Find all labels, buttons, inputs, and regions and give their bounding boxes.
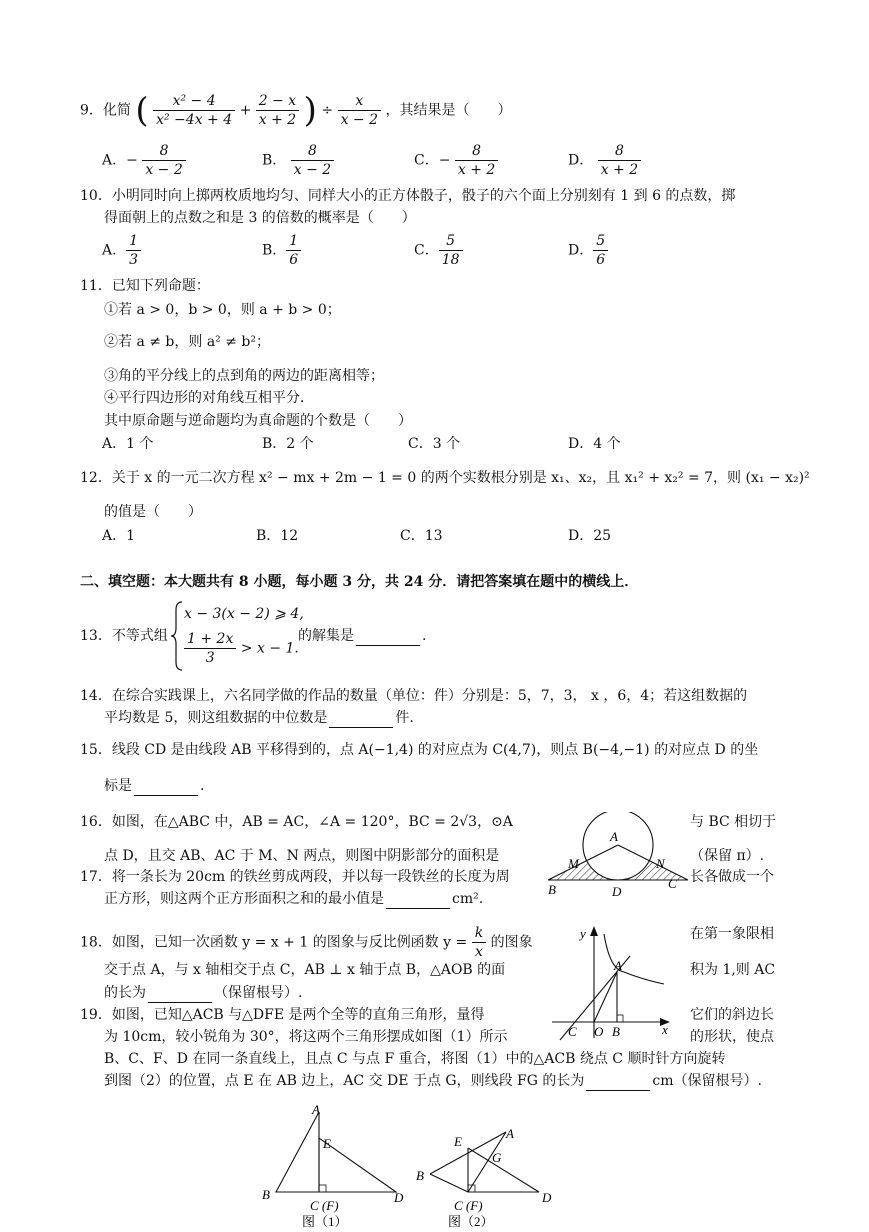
- q12-line-2: 的值是（ ）: [104, 504, 202, 520]
- axis-x-label: x: [662, 1022, 668, 1037]
- q18-answer-blank[interactable]: [148, 988, 212, 1003]
- label-m: M: [568, 856, 579, 871]
- q11-line-1: 11．已知下列命题：: [80, 278, 210, 294]
- figure-q19-2: [414, 1102, 564, 1232]
- q15-answer-blank[interactable]: [134, 781, 198, 796]
- label-d: D: [542, 1190, 552, 1205]
- q10-line-2: 得面朝上的点数之和是 3 的倍数的概率是（ ）: [104, 210, 416, 226]
- q11-proposition-3: ③角的平分线上的点到角的两边的距离相等；: [104, 368, 384, 384]
- q13-label: 13．不等式组: [80, 628, 168, 644]
- q19-answer-blank[interactable]: [586, 1076, 650, 1091]
- q9-text: 化简: [102, 102, 131, 119]
- q19-line-2a: 为 10cm，较小锐角为 30°，将这两个三角形摆成如图（1）所示: [104, 1029, 508, 1045]
- q19-line-4: 到图（2）的位置，点 E 在 AB 边上，AC 交 DE 于点 G，则线段 FG 的长为 cm（保留根号）.: [104, 1073, 762, 1089]
- q10-option-d: D． $\frac{5}{6}$: [568, 232, 608, 269]
- q17-line-2: 正方形，则这两个正方形面积之和的最小值是 cm².: [104, 891, 484, 907]
- q14-line-2: 平均数是 5，则这组数据的中位数是 件.: [104, 710, 414, 726]
- q19-line-3: B、C、F、D 在同一条直线上，且点 C 与点 F 重合，将图（1）中的△ACB 绕点 C 顺时针方向旋转: [104, 1051, 726, 1067]
- right-paren: ): [303, 90, 317, 131]
- q11-proposition-2: ②若 a ≠ b，则 a² ≠ b²；: [104, 334, 271, 350]
- q12-option-c: C．13: [400, 528, 443, 544]
- q13-inequality-1: x − 3(x − 2) ⩾ 4,: [184, 606, 304, 622]
- q11-option-b: B．2 个: [262, 436, 314, 452]
- q16-line-1a: 16．如图，在△ABC 中，AB = AC，∠A = 120°，BC = 2√3，⊙A: [80, 814, 513, 830]
- q12-option-b: B．12: [256, 528, 299, 544]
- point-a-label: A: [614, 958, 622, 973]
- q10-line-1: 10．小明同时向上掷两枚质地均匀、同样大小的正方体骰子，骰子的六个面上分别刻有 1 到 6 的点数，掷: [80, 188, 736, 204]
- origin-label: O: [594, 1024, 604, 1039]
- q13-answer: 的解集是 .: [298, 628, 427, 644]
- label-a: A: [312, 1102, 320, 1117]
- plus-sign: +: [239, 102, 252, 119]
- q12-option-d: D．25: [568, 528, 612, 544]
- q18-line-1c: 在第一象限相: [690, 926, 774, 942]
- q17-line-1b: 长各做成一个: [690, 869, 774, 885]
- label-a: A: [610, 829, 618, 844]
- fraction-k-over-x: $\frac{k}{x}$: [472, 924, 486, 961]
- label-b: B: [416, 1168, 424, 1183]
- q18-line-1: 18．如图，已知一次函数 y = x + 1 的图象与反比例函数 y = $\frac{k}{x}$ 的图象: [80, 925, 533, 960]
- q19-line-1b: 它们的斜边长: [690, 1007, 774, 1023]
- label-d: D: [394, 1190, 404, 1205]
- q14-line-1: 14．在综合实践课上，六名同学做的作品的数量（单位：件）分别是：5，7，3， x ，6，4；若这组数据的: [80, 688, 748, 704]
- label-c-f: C (F): [454, 1198, 483, 1213]
- figure-q19-1: [256, 1102, 416, 1232]
- q18-line-2a: 交于点 A，与 x 轴相交于点 C，AB ⊥ x 轴于点 B，△AOB 的面: [104, 962, 506, 978]
- q19-line-2b: 的形状，使点: [690, 1029, 774, 1045]
- q13-answer-blank[interactable]: [356, 631, 420, 646]
- point-c-label: C: [568, 1024, 577, 1039]
- q10-option-a: A． $\frac{1}{3}$: [102, 232, 141, 269]
- figure-q18-graph: [548, 922, 678, 1046]
- label-g: G: [492, 1150, 502, 1165]
- label-b: B: [548, 882, 556, 897]
- label-e: E: [454, 1134, 462, 1149]
- question-9: [80, 92, 511, 129]
- q9-tail: ，其结果是（ ）: [385, 102, 512, 119]
- q13-system-brace: [170, 600, 184, 676]
- q9-option-c: C．− $\frac{8}{x + 2}$: [414, 142, 498, 179]
- triangle-acb: [276, 1112, 319, 1192]
- q12-option-a: A．1: [102, 528, 136, 544]
- label-n: N: [656, 856, 665, 871]
- q17-answer-blank[interactable]: [386, 894, 450, 909]
- circle-a: [583, 812, 653, 880]
- q9-option-a: A．− $\frac{8}{x - 2}$: [102, 142, 186, 179]
- q12-line-1: 12．关于 x 的一元二次方程 x² − mx + 2m − 1 = 0 的两个实数根分别是 x₁、x₂，且 x₁² + x₂² = 7，则 (x₁ − x₂)²: [80, 470, 810, 486]
- q13-inequality-2: $\frac{1 + 2x}{3}$ > x − 1.: [184, 630, 299, 667]
- section-2-heading: 二、填空题：本大题共有 8 小题，每小题 3 分，共 24 分．请把答案填在题中的横线上．: [80, 574, 639, 590]
- q11-option-d: D．4 个: [568, 436, 621, 452]
- q15-line-2: 标是 .: [104, 778, 205, 794]
- axis-y-label: y: [580, 926, 586, 941]
- q11-option-a: A．1 个: [102, 436, 154, 452]
- q16-line-2a: 点 D，且交 AB、AC 于 M、N 两点，则图中阴影部分的面积是: [104, 848, 500, 864]
- divide-sign: ÷: [321, 102, 334, 119]
- q9-number: 9．: [80, 102, 103, 119]
- q11-question: 其中原命题与逆命题均为真命题的个数是（ ）: [104, 413, 412, 429]
- q9-fraction-1: $\frac{\text{x² − 4}}{\text{x² −4x + 4}}$: [153, 92, 235, 129]
- q9-fraction-3: $\frac{x}{x - 2}$: [338, 92, 381, 129]
- label-b: B: [262, 1187, 270, 1202]
- point-b-label: B: [612, 1024, 620, 1039]
- q9-fraction-2: $\frac{2 - x}{x + 2}$: [256, 92, 299, 129]
- left-paren: (: [135, 90, 149, 131]
- q9-option-d: D． $\frac{8}{x + 2}$: [568, 142, 641, 179]
- figure-q16-circle-triangle: [540, 812, 690, 902]
- q11-proposition-1: ①若 a > 0，b > 0，则 a + b > 0；: [104, 302, 341, 318]
- label-a: A: [506, 1126, 514, 1141]
- q18-line-2b: 积为 1,则 AC: [690, 962, 776, 978]
- q19-line-1a: 19．如图，已知△ACB 与△DFE 是两个全等的直角三角形，量得: [80, 1007, 485, 1023]
- q16-line-1b: 与 BC 相切于: [690, 814, 777, 830]
- q16-line-2b: （保留 π）.: [690, 848, 765, 864]
- caption-fig-2: 图（2）: [448, 1214, 494, 1228]
- q9-option-b: B． $\frac{8}{x - 2}$: [262, 142, 334, 179]
- label-c: C: [668, 876, 677, 891]
- label-c-f: C (F): [310, 1198, 339, 1213]
- label-e: E: [323, 1136, 331, 1151]
- label-d: D: [612, 884, 622, 898]
- q17-line-1a: 17．将一条长为 20cm 的铁丝剪成两段，并以每一段铁丝的长度为周: [80, 869, 510, 885]
- q11-proposition-4: ④平行四边形的对角线互相平分．: [104, 390, 314, 406]
- q11-option-c: C．3 个: [408, 436, 461, 452]
- q10-option-b: B． $\frac{1}{6}$: [262, 232, 301, 269]
- caption-fig-1: 图（1）: [302, 1214, 348, 1228]
- q14-answer-blank[interactable]: [329, 713, 393, 728]
- q18-line-3: 的长为 （保留根号）.: [104, 985, 303, 1001]
- q15-line-1: 15．线段 CD 是由线段 AB 平移得到的，点 A(−1,4) 的对应点为 C(4,7)，则点 B(−4,−1) 的对应点 D 的坐: [80, 742, 759, 758]
- q10-option-c: C． $\frac{5}{18}$: [414, 232, 463, 269]
